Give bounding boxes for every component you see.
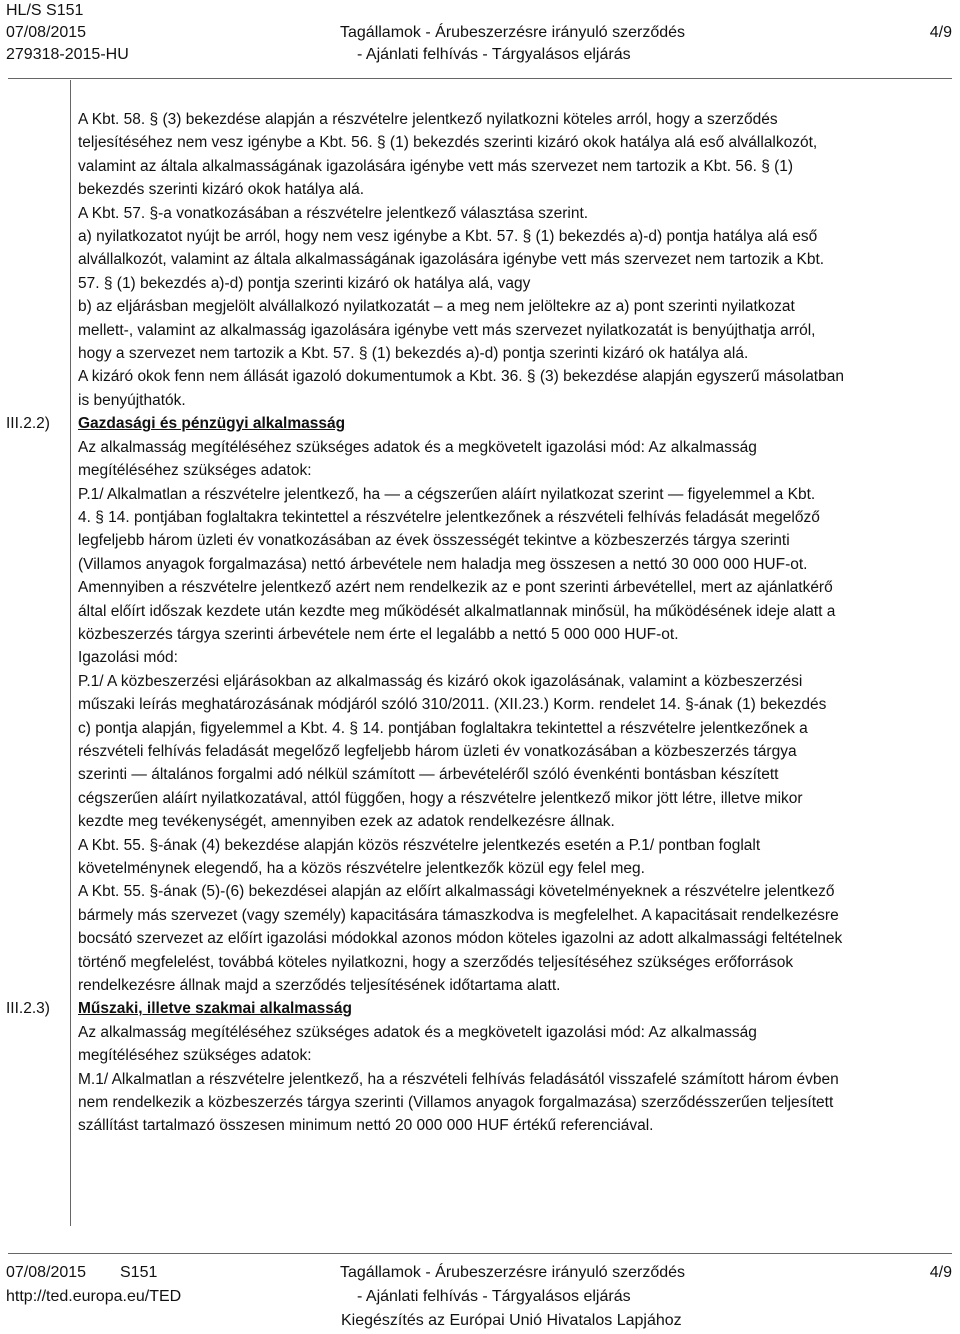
text-line: is benyújthatók. [78, 391, 186, 409]
text-line: P.1/ Alkalmatlan a részvételre jelentkező, ha — a cégszerűen aláírt nyilatkozat szerint — figyelemmel a Kbt. [78, 485, 816, 503]
text-line: nem rendelkezik a közbeszerzés tárgya szerinti (Villamos anyagok forgalmazása) szerződésszerűen teljesített [78, 1094, 834, 1112]
footer-series: S151 [120, 1264, 158, 1281]
page-header [0, 0, 960, 78]
text-line: rendelkezésre állnak majd a szerződés teljesítésének időtartama alatt. [78, 977, 561, 995]
text-line: bármely más szervezet (vagy személy) kapacitására támaszkodva is megfelelhet. A kapacitásait rendelkezésre [78, 906, 839, 924]
header-subtitle: - Ajánlati felhívás - Tárgyalásos eljárás [357, 46, 631, 63]
text-line: b) az eljárásban megjelölt alvállalkozó nyilatkozatát – a meg nem jelöltekre az a) pont szerinti nyilatkozat [78, 298, 795, 316]
footer-title: Tagállamok - Árubeszerzésre irányuló szerződés [340, 1264, 686, 1281]
text-line: megítéléséhez szükséges adatok: [78, 1047, 312, 1065]
text-line: által előírt időszak kezdete után kezdte meg működését alkalmatlannak minősül, ha működésének ideje alatt a [78, 602, 836, 620]
text-line: c) pontja alapján, figyelemmel a Kbt. 4. § 14. pontjában foglaltakra tekintettel a részvételre jelentkezőnek a [78, 719, 808, 737]
text-line: műszaki leírás meghatározásának módjáról szóló 310/2011. (XII.23.) Korm. rendelet 14. §-ának (1) bekezdés [78, 696, 827, 714]
text-line: cégszerűen aláírt nyilatkozatával, attól függően, hogy a részvételre jelentkező mikor jött létre, illetve mikor [78, 789, 803, 807]
footer-divider [8, 1253, 952, 1254]
text-line: részvételi felhívás feladását megelőző legfeljebb három üzleti év vonatkozásában a közbeszerzés tárgya [78, 742, 797, 760]
text-line: követelménynek elegendő, ha a közös részvételre jelentkezők közül egy felel meg. [78, 860, 645, 877]
document-body [78, 108, 956, 1138]
text-line: szállítást tartalmazó összesen minimum nettó 20 000 000 HUF értékű referenciával. [78, 1117, 654, 1135]
footer-subtitle: - Ajánlati felhívás - Tárgyalásos eljárás [357, 1288, 631, 1305]
text-line: A Kbt. 58. § (3) bekezdése alapján a részvételre jelentkező nyilatkozni köteles arról, hogy a szerződés [78, 111, 778, 128]
header-doc-id: HL/S S151 [6, 2, 84, 19]
footer-date: 07/08/2015 [6, 1264, 87, 1281]
section-heading: Gazdasági és pénzügyi alkalmasság [78, 415, 346, 433]
text-line: mellett-, valamint az alkalmasság igazolására igénybe vett más szervezet nyilatkozatát is benyújthatja arról, [78, 321, 816, 339]
text-line: A kizáró okok fenn nem állását igazoló dokumentumok a Kbt. 36. § (3) bekezdése alapján egyszerű másolatban [78, 368, 844, 386]
footer-url: http://ted.europa.eu/TED [6, 1288, 182, 1305]
text-line: teljesítéséhez nem vesz igénybe a Kbt. 56. § (1) bekezdés szerinti kizáró okok hatálya alá eső alvállalkozót, [78, 134, 818, 152]
footer-supplement: Kiegészítés az Európai Unió Hivatalos Lapjához [341, 1312, 682, 1329]
page-footer [0, 1262, 960, 1334]
text-line: megítéléséhez szükséges adatok: [78, 462, 312, 480]
text-line: a) nyilatkozatot nyújt be arról, hogy nem vesz igénybe a Kbt. 57. § (1) bekezdés a)-d) pontja hatálya alá eső [78, 228, 818, 246]
text-line: M.1/ Alkalmatlan a részvételre jelentkező, ha a részvételi felhívás feladásától visszafelé számított három évben [78, 1070, 839, 1088]
text-line: szerinti — általános forgalmi adó nélkül számított — árbevételéről szóló évenkénti bontásban készített [78, 766, 779, 784]
text-line: P.1/ A közbeszerzési eljárásokban az alkalmasság és kizáró okok igazolásának, valamint a közbeszerzési [78, 672, 803, 690]
section-column-divider [70, 80, 71, 1226]
section-number-iii-2-2: III.2.2) [6, 415, 50, 432]
text-line: bocsátó szervezet az előírt igazolási módokkal azonos módon köteles igazolni az adott alkalmassági feltételnek [78, 930, 843, 948]
text-line: (Villamos anyagok forgalmazása) nettó árbevétele nem haladja meg összesen a nettó 30 000 000 HUF-ot. [78, 555, 808, 573]
text-line: A Kbt. 57. §-a vonatkozásában a részvételre jelentkező választása szerint. [78, 204, 589, 222]
header-title: Tagállamok - Árubeszerzésre irányuló szerződés [340, 24, 686, 41]
text-line: alvállalkozót, valamint az általa alkalmasságának igazolására igénybe vett más szervezet nem tartozik a Kbt. [78, 251, 825, 269]
header-notice-number: 279318-2015-HU [6, 46, 129, 63]
text-line: Az alkalmasság megítéléséhez szükséges adatok és a megkövetelt igazolási mód: Az alkalmasság [78, 1023, 757, 1041]
text-line: közbeszerzés tárgya szerinti árbevétele nem érte el legalább a nettó 5 000 000 HUF-ot. [78, 625, 679, 643]
section-number-iii-2-3: III.2.3) [6, 1000, 50, 1017]
text-line: kezdte meg tevékenységét, amennyiben ezek az adatok rendelkezésre állnak. [78, 813, 615, 831]
text-line: 4. § 14. pontjában foglaltakra tekintettel a részvételre jelentkezőnek a részvételi felhívás feladását megelőző [78, 508, 820, 526]
text-line: valamint az általa alkalmasságának igazolására igénybe vett más szervezet nem tartozik a Kbt. 56. § (1) [78, 157, 794, 175]
text-line: Igazolási mód: [78, 649, 178, 667]
footer-page-number: 4/9 [929, 1264, 952, 1281]
text-line: Amennyiben a részvételre jelentkező azért nem rendelkezik az e pont szerinti árbevétellel, mert az ajánlatkérő [78, 579, 833, 597]
text-line: bekezdés szerinti kizáró okok hatálya alá. [78, 181, 365, 199]
section-heading: Műszaki, illetve szakmai alkalmasság [78, 1000, 352, 1018]
text-line: legfeljebb három üzleti év vonatkozásában az évek összességét tekintve a közbeszerzés tárgya szerinti [78, 532, 790, 550]
header-date: 07/08/2015 [6, 24, 87, 41]
text-line: hogy a szervezet nem tartozik a Kbt. 57. § (1) bekezdés a)-d) pontja szerinti kizáró ok hatálya alá. [78, 345, 749, 363]
text-line: A Kbt. 55. §-ának (5)-(6) bekezdései alapján az előírt alkalmassági követelményeknek a részvételre jelentkező [78, 883, 835, 901]
header-page-number: 4/9 [929, 24, 952, 41]
text-line: A Kbt. 55. §-ának (4) bekezdése alapján közös részvételre jelentkezés esetén a P.1/ pontban foglalt [78, 836, 761, 854]
text-line: 57. § (1) bekezdés a)-d) pontja szerinti kizáró ok hatálya alá, vagy [78, 274, 531, 292]
text-line: történő megfelelést, továbbá köteles nyilatkozni, hogy a szerződés teljesítéséhez szükséges erőforrások [78, 953, 794, 971]
header-divider [8, 78, 952, 79]
text-line: Az alkalmasság megítéléséhez szükséges adatok és a megkövetelt igazolási mód: Az alkalmasság [78, 438, 757, 456]
